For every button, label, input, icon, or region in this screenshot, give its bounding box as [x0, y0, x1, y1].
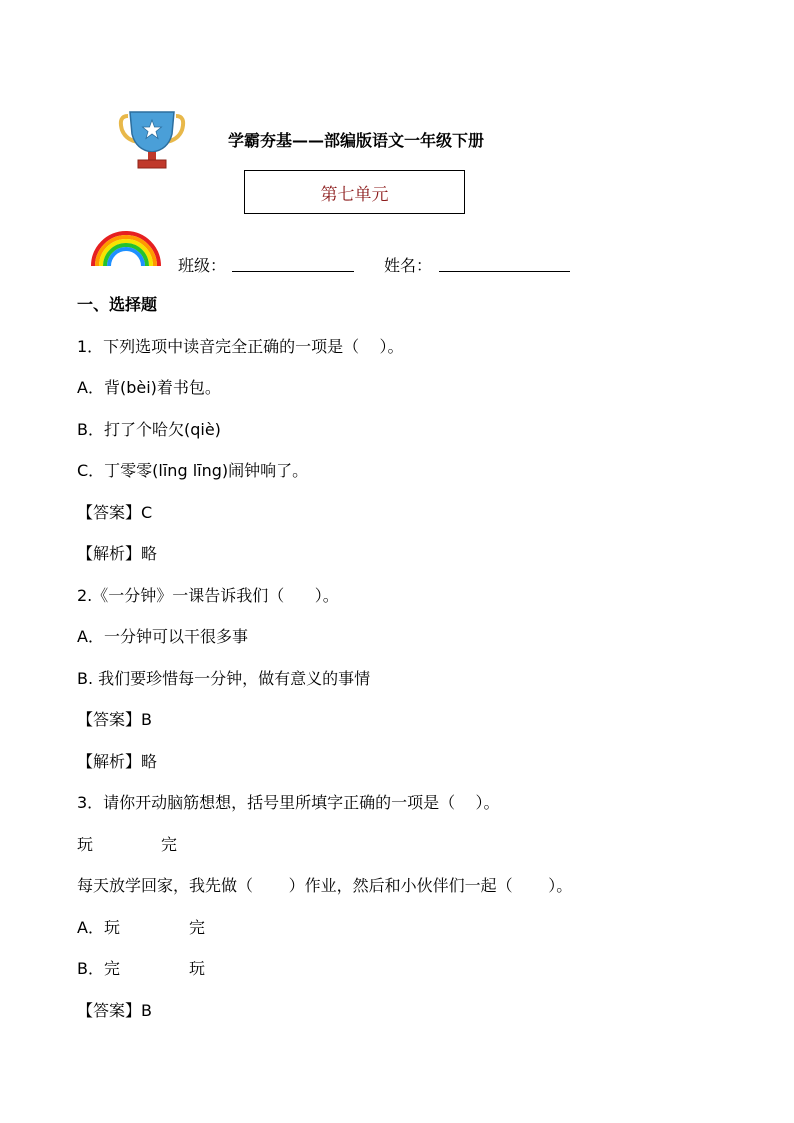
question-3-word-1: 玩 — [77, 835, 94, 854]
question-3-sentence: 每天放学回家，我先做（ ）作业，然后和小伙伴们一起（ ）。 — [77, 876, 573, 895]
name-label: 姓名： — [384, 256, 433, 275]
question-2-stem: 2.《一分钟》一课告诉我们（ ）。 — [77, 586, 339, 605]
question-1-analysis: 【解析】略 — [77, 544, 158, 563]
class-label: 班级： — [178, 256, 227, 275]
name-field[interactable] — [439, 271, 570, 272]
unit-box — [244, 170, 465, 214]
document-title: 学霸夯基——部编版语文一年级下册 — [228, 131, 485, 150]
question-3-option-a-word: 完 — [189, 918, 206, 937]
question-2-option-a: A．一分钟可以干很多事 — [77, 627, 248, 646]
question-3-option-b: B．完 — [77, 959, 120, 978]
question-1-stem: 1．下列选项中读音完全正确的一项是（ ）。 — [77, 337, 404, 356]
question-1-option-a: A．背(bèi)着书包。 — [77, 378, 221, 397]
question-3-option-a: A．玩 — [77, 918, 120, 937]
question-2-analysis: 【解析】略 — [77, 752, 158, 771]
question-1-option-c: C．丁零零(līng līng)闹钟响了。 — [77, 461, 309, 480]
question-3-stem: 3．请你开动脑筋想想，括号里所填字正确的一项是（ ）。 — [77, 793, 500, 812]
question-1-option-b: B．打了个哈欠(qiè) — [77, 420, 221, 439]
question-3-option-b-word: 玩 — [189, 959, 206, 978]
question-3-word-2: 完 — [161, 835, 178, 854]
unit-title: 第七单元 — [320, 184, 389, 205]
question-1-answer: 【答案】C — [77, 503, 153, 522]
question-2-answer: 【答案】B — [77, 710, 152, 729]
question-3-answer: 【答案】B — [77, 1001, 152, 1020]
section-heading: 一、选择题 — [77, 295, 158, 314]
rainbow-icon — [90, 228, 162, 268]
trophy-icon — [118, 108, 186, 170]
class-field[interactable] — [232, 271, 354, 272]
question-2-option-b: B. 我们要珍惜每一分钟，做有意义的事情 — [77, 669, 371, 688]
